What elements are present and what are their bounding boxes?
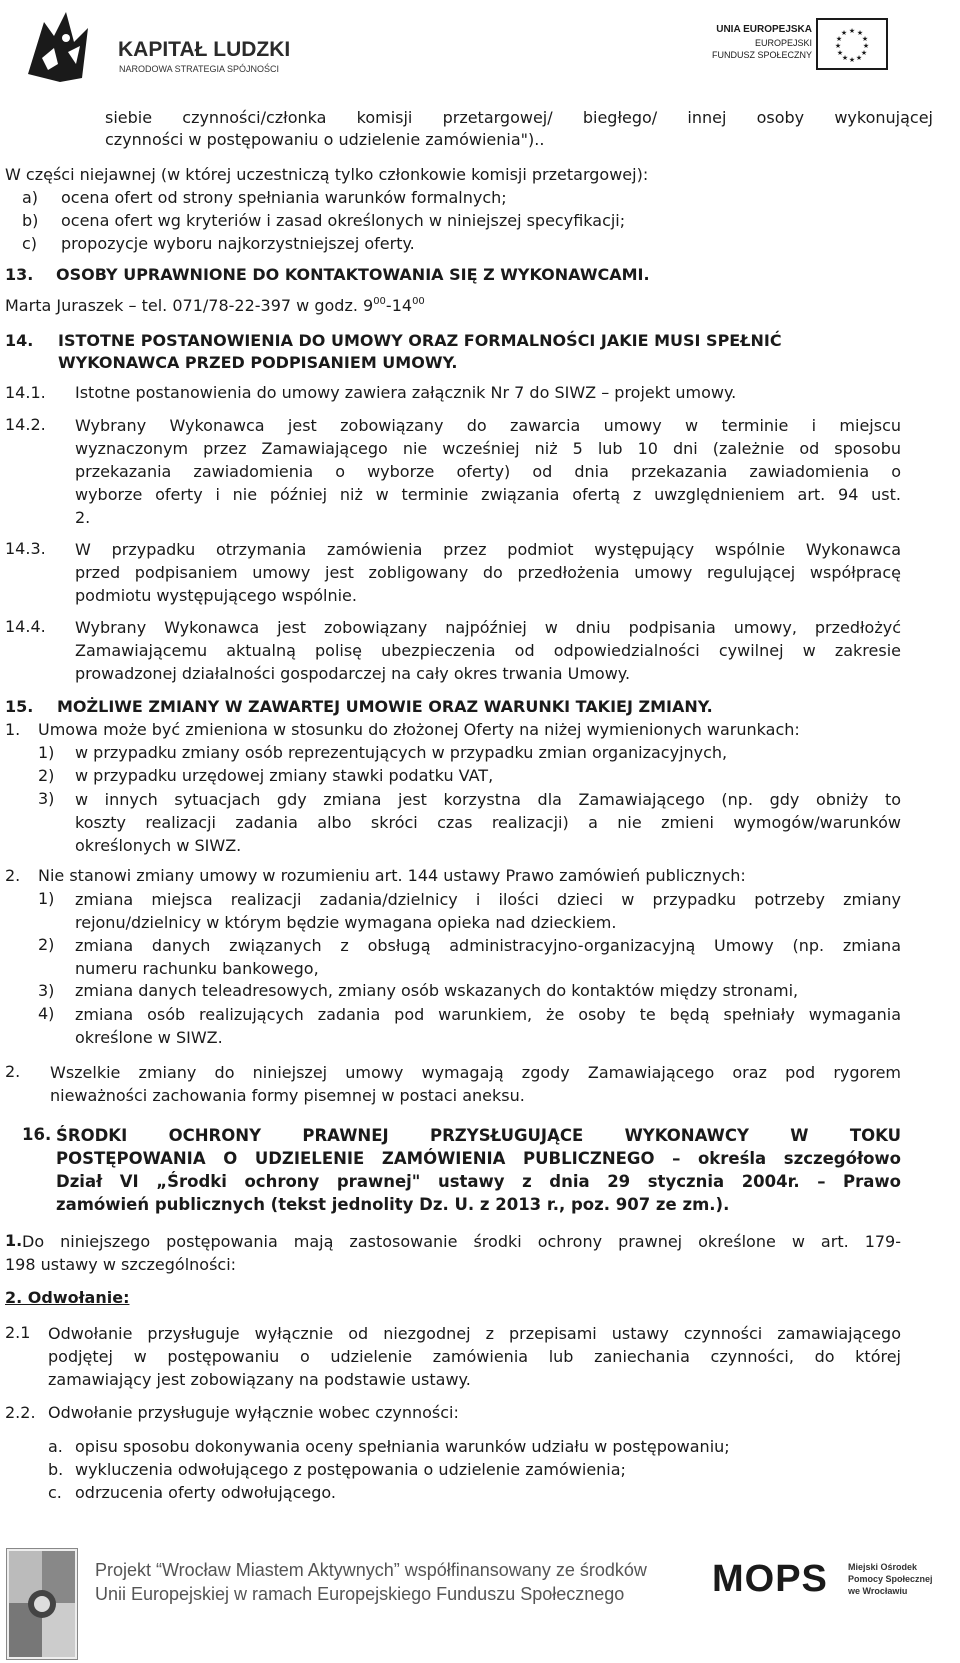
footer-project-line-2: Unii Europejskiej w ramach Europejskiego Funduszu Społecznego <box>95 1584 625 1604</box>
list-text: opisu sposobu dokonywania oceny spełniania warunków udziału w postępowaniu; <box>75 1437 730 1456</box>
list-text: wykluczenia odwołującego z postępowania o udzielenie zamówienia; <box>75 1460 626 1479</box>
section-16-title-line-2: POSTĘPOWANIA O UDZIELENIE ZAMÓWIENIA PUBLICZNEGO – określa szczegółowo <box>56 1149 901 1168</box>
svg-text:★: ★ <box>855 54 863 62</box>
list-text-line-1: w innych sytuacjach gdy zmiana jest korzystna dla Zamawiającego (np. gdy obniży to <box>75 790 901 809</box>
list-text: zmiana danych teleadresowych, zmiany osób wskazanych do kontaktów między stronami, <box>75 981 799 1000</box>
s15-point-3-number: 2. <box>5 1062 21 1081</box>
section-13-number: 13. <box>5 265 34 284</box>
clause-14-2-line-1: Wybrany Wykonawca jest zobowiązany do zawarcia umowy w terminie i miejscu <box>75 416 901 435</box>
clause-14-4-line-2: Zamawiającemu aktualną polisę ubezpieczenia od odpowiedzialności cywilnej w zakresie <box>75 641 901 660</box>
clause-14-3-line-2: przed podpisaniem umowy jest zobligowany do przedłożenia umowy regulującej współpracę <box>75 563 901 582</box>
svg-text:★: ★ <box>841 54 849 62</box>
mops-name-line-3: we Wrocławiu <box>848 1586 908 1596</box>
list-marker: 3) <box>38 789 55 808</box>
list-text-line-3: określonych w SIWZ. <box>75 836 242 855</box>
mops-name-line-1: Miejski Ośrodek <box>848 1562 918 1572</box>
intro-continuation-line-1: siebie czynności/członka komisji przetargowej/ biegłego/ innej osoby wykonującej <box>105 108 933 127</box>
s15-point-1-number: 1. <box>5 720 21 739</box>
list-text-line-1: zmiana danych związanych z obsługą administracyjno-organizacyjną Umowy (np. zmiana <box>75 936 901 955</box>
section-15-title: MOŻLIWE ZMIANY W ZAWARTEJ UMOWIE ORAZ WARUNKI TAKIEJ ZMIANY. <box>57 697 713 716</box>
section-15-number: 15. <box>5 697 34 716</box>
clause-14-3-line-3: podmiotu występującego wspólnie. <box>75 586 357 605</box>
hour-dash: -14 <box>385 296 413 315</box>
svg-text:★: ★ <box>860 49 868 57</box>
contact-line <box>5 295 425 317</box>
section-13-title: OSOBY UPRAWNIONE DO KONTAKTOWANIA SIĘ Z WYKONAWCAMI. <box>56 265 650 284</box>
section-16-title-line-4: zamówień publicznych (tekst jednolity Dz. U. z 2013 r., poz. 907 ze zm.). <box>56 1195 730 1214</box>
list-marker: 1) <box>38 743 55 762</box>
svg-text:★: ★ <box>840 29 848 37</box>
kapital-ludzki-logo <box>24 8 291 86</box>
list-text-line-2: numeru rachunku bankowego, <box>75 959 319 978</box>
section-14-title-line-2: WYKONAWCA PRZED PODPISANIEM UMOWY. <box>58 353 458 372</box>
s15-point-2-text: Nie stanowi zmiany umowy w rozumieniu art. 144 ustawy Prawo zamówień publicznych: <box>38 866 746 885</box>
list-text-line-2: określone w SIWZ. <box>75 1028 223 1047</box>
mops-logo-text: MOPS <box>712 1558 828 1600</box>
mops-name-line-2: Pomocy Społecznej <box>848 1574 933 1584</box>
clause-14-3-line-1: W przypadku otrzymania zamówienia przez podmiot występujący wspólnie Wykonawca <box>75 540 901 559</box>
footer-project-line-1: Projekt “Wrocław Miastem Aktywnych” współfinansowany ze środków <box>95 1560 647 1580</box>
footer <box>0 1540 960 1662</box>
list-marker: 2) <box>38 766 55 785</box>
eu-label-2: EUROPEJSKI <box>754 38 812 48</box>
list-marker: 4) <box>38 1004 55 1023</box>
list-marker: b. <box>48 1460 64 1479</box>
clause-14-4-line-3: prowadzonej działalności gospodarczej na cały okres trwania Umowy. <box>75 664 631 683</box>
kapital-ludzki-title: KAPITAŁ LUDZKI <box>118 38 291 61</box>
section-16-title-line-1: ŚRODKI OCHRONY PRAWNEJ PRZYSŁUGUJĄCE WYKONAWCY W TOKU <box>56 1126 901 1145</box>
s15-point-3-line-1: Wszelkie zmiany do niniejszej umowy wymagają zgody Zamawiającego oraz pod rygorem <box>50 1063 901 1082</box>
list-text: propozycje wyboru najkorzystniejszej oferty. <box>61 234 415 253</box>
svg-text:★: ★ <box>848 27 856 35</box>
list-marker: 2) <box>38 935 55 954</box>
clause-14-4-number: 14.4. <box>5 617 46 636</box>
clause-14-1-number: 14.1. <box>5 383 46 402</box>
section-16-title-line-3: Dział VI „Środki ochrony prawnej" ustawy z dnia 29 stycznia 2004r. – Prawo <box>56 1172 901 1191</box>
list-marker: b) <box>22 211 39 230</box>
s16-2-1-line-1: Odwołanie przysługuje wyłącznie od niezgodnej z przepisami ustawy czynności zamawiającego <box>48 1324 901 1343</box>
list-text: ocena ofert wg kryteriów i zasad określonych w niniejszej specyfikacji; <box>61 211 626 230</box>
list-marker: 1) <box>38 889 55 908</box>
kapital-ludzki-subtitle: NARODOWA STRATEGIA SPÓJNOŚCI <box>119 64 280 74</box>
s16-2-1-line-2: podjętej w postępowaniu o udzielenie zamówienia lub zaniechania czynności, do której <box>48 1347 901 1366</box>
eu-logo <box>710 14 890 74</box>
eu-label-3: FUNDUSZ SPOŁECZNY <box>711 50 812 60</box>
svg-text:★: ★ <box>861 35 869 43</box>
svg-text:★: ★ <box>862 42 870 50</box>
list-marker: c. <box>48 1483 62 1502</box>
section-16-number: 16. <box>22 1125 52 1144</box>
wroclaw-coat-of-arms-icon <box>6 1548 78 1660</box>
svg-text:★: ★ <box>836 49 844 57</box>
list-text-line-1: zmiana miejsca realizacji zadania/dzielnicy i ilości dzieci w przypadku potrzeby zmiany <box>75 890 901 909</box>
clause-14-2-number: 14.2. <box>5 415 46 434</box>
list-text-line-2: koszty realizacji zadania albo skróci czas realizacji) a nie zmieni wymogów/warunków <box>75 813 901 832</box>
clause-14-2-line-4: wyborze oferty i nie później niż w terminie związania ofertą z uwzględnieniem art. 94 ust. <box>75 485 901 504</box>
list-text: w przypadku zmiany osób reprezentujących w przypadku zmian organizacyjnych, <box>75 743 728 762</box>
clause-14-4-line-1: Wybrany Wykonawca jest zobowiązany najpóźniej w dniu podpisania umowy, przedłożyć <box>75 618 901 637</box>
s16-point-1-number: 1. <box>5 1231 23 1250</box>
hour-start-minutes: 00 <box>373 296 386 307</box>
contact-person: Marta Juraszek – tel. 071/78-22-397 w godz. 9 <box>5 296 374 315</box>
list-marker: 3) <box>38 981 55 1000</box>
section-14-number: 14. <box>5 331 34 350</box>
s16-2-2-number: 2.2. <box>5 1403 36 1422</box>
list-text: ocena ofert od strony spełniania warunków formalnych; <box>61 188 507 207</box>
clause-14-2-line-2: wyznaczonym przez Zamawiającego nie wcześniej niż 5 lub 10 dni (zależnie od sposobu <box>75 439 901 458</box>
clause-14-2-line-3: przekazania zawiadomienia o wyborze oferty) od dnia przekazania zawiadomienia o <box>75 462 901 481</box>
s15-point-3-line-2: nieważności zachowania formy pisemnej w postaci aneksu. <box>50 1086 525 1105</box>
mops-logo <box>712 1558 842 1608</box>
list-marker: a. <box>48 1437 63 1456</box>
s16-point-1-line-2: 198 ustawy w szczególności: <box>5 1255 237 1274</box>
clause-14-3-number: 14.3. <box>5 539 46 558</box>
s16-2-1-line-3: zamawiający jest zobowiązany na podstawie ustawy. <box>48 1370 471 1389</box>
list-marker: a) <box>22 188 39 207</box>
kapital-ludzki-emblem-icon <box>24 8 106 86</box>
intro-continuation-line-2: czynności w postępowaniu o udzielenie zamówienia").. <box>105 130 545 149</box>
list-text-line-1: zmiana osób realizujących zadania pod warunkiem, że osoby te będą spełniały wymagania <box>75 1005 901 1024</box>
appeal-subheading: 2. Odwołanie: <box>5 1288 130 1307</box>
s15-point-1-text: Umowa może być zmieniona w stosunku do złożonej Oferty na niżej wymienionych warunkach: <box>38 720 800 739</box>
list-text-line-2: rejonu/dzielnicy w którym będzie wymagana opieka nad dzieckiem. <box>75 913 617 932</box>
clause-14-1-text: Istotne postanowienia do umowy zawiera załącznik Nr 7 do SIWZ – projekt umowy. <box>75 383 737 402</box>
svg-text:★: ★ <box>834 42 842 50</box>
svg-text:★: ★ <box>848 56 856 64</box>
s15-point-2-number: 2. <box>5 866 21 885</box>
s16-2-1-number: 2.1 <box>5 1323 31 1342</box>
eu-flag-icon <box>816 18 888 70</box>
hour-end-minutes: 00 <box>412 296 425 307</box>
s16-point-1-line-1: Do niniejszego postępowania mają zastosowanie środki ochrony prawnej określone w art. 179- <box>22 1232 901 1251</box>
clause-14-2-line-5: 2. <box>75 508 91 527</box>
svg-text:★: ★ <box>835 35 843 43</box>
list-text: w przypadku urzędowej zmiany stawki podatku VAT, <box>75 766 494 785</box>
list-marker: c) <box>22 234 38 253</box>
svg-text:★: ★ <box>856 29 864 37</box>
list-text: odrzucenia oferty odwołującego. <box>75 1483 336 1502</box>
s16-2-2-text: Odwołanie przysługuje wyłącznie wobec czynności: <box>48 1403 459 1422</box>
eu-label-1: UNIA EUROPEJSKA <box>716 24 812 35</box>
secret-part-intro: W części niejawnej (w której uczestniczą tylko członkowie komisji przetargowej): <box>5 165 649 184</box>
section-14-title-line-1: ISTOTNE POSTANOWIENIA DO UMOWY ORAZ FORMALNOŚCI JAKIE MUSI SPEŁNIĆ <box>58 331 782 350</box>
